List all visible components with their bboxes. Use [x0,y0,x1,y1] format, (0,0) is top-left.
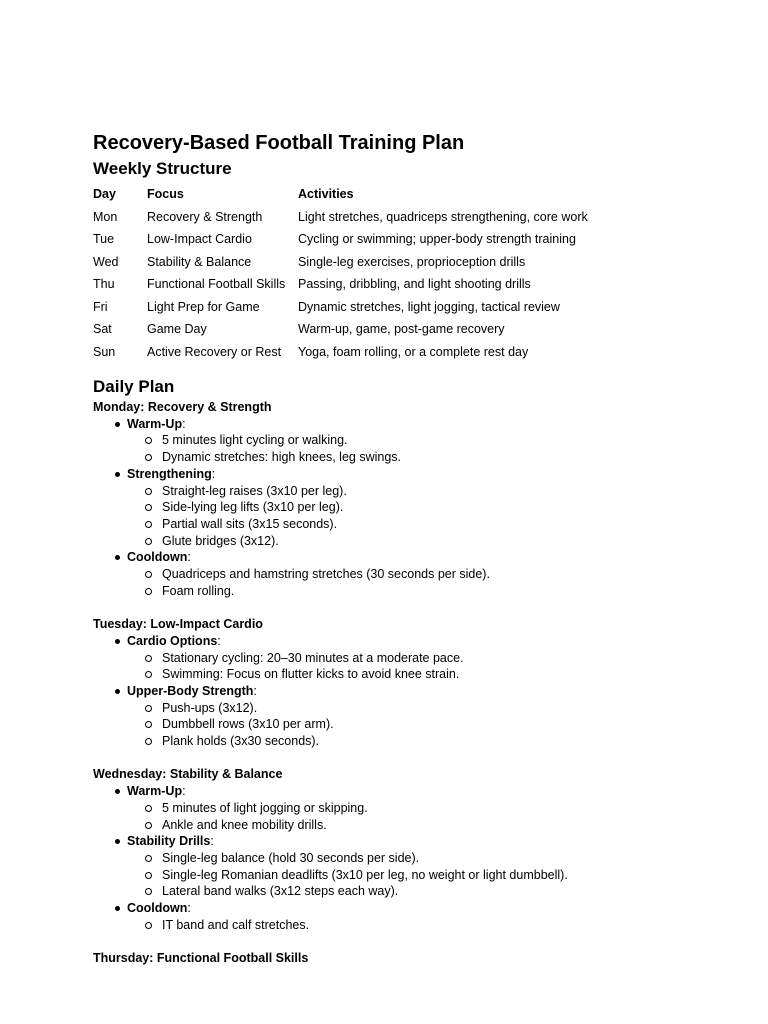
activities-cell: Light stretches, quadriceps strengthening, core work [298,209,588,224]
label-colon: : [211,466,216,481]
table-header-row [93,183,588,206]
section-label: Cardio Options [127,633,218,648]
exercise-list [127,650,733,683]
activities-cell: Passing, dribbling, and light shooting drills [298,277,531,292]
section-item [93,783,733,833]
weekly-table-body [93,206,588,364]
day-cell: Sat [93,322,112,337]
exercise-list [127,700,733,750]
day-block [93,950,733,967]
section-label: Stability Drills [127,834,211,849]
list-item: Single-leg balance (hold 30 seconds per side). [127,850,733,867]
label-colon: : [187,550,191,565]
list-item: Partial wall sits (3x15 seconds). [127,516,733,533]
list-item: Side-lying leg lifts (3x10 per leg). [127,499,733,516]
focus-cell: Stability & Balance [147,254,252,269]
list-item: 5 minutes light cycling or walking. [127,432,733,449]
list-item: 5 minutes of light jogging or skipping. [127,800,733,817]
section-label: Warm-Up [127,784,183,799]
activities-cell: Warm-up, game, post-game recovery [298,322,505,337]
activities-cell: Yoga, foam rolling, or a complete rest day [298,344,529,359]
section-item [93,416,733,466]
section-item [93,833,733,900]
list-item: Stationary cycling: 20–30 minutes at a moderate pace. [127,650,733,667]
focus-cell: Low-Impact Cardio [147,232,252,247]
header-day: Day [93,187,116,202]
section-list [93,783,733,933]
exercise-list [127,850,733,900]
focus-cell: Active Recovery or Rest [147,344,282,359]
table-row [93,296,588,319]
day-title: Thursday: Functional Football Skills [93,951,309,966]
list-item: Dynamic stretches: high knees, leg swings. [127,449,733,466]
table-row [93,341,588,364]
weekly-structure-table [93,183,588,363]
day-cell: Sun [93,344,116,359]
focus-cell: Recovery & Strength [147,209,263,224]
list-item: IT band and calf stretches. [127,917,733,934]
list-item: Straight-leg raises (3x10 per leg). [127,483,733,500]
day-cell: Thu [93,277,115,292]
document-page [93,128,733,984]
label-colon: : [182,784,186,799]
activities-cell: Cycling or swimming; upper-body strength training [298,232,576,247]
list-item: Lateral band walks (3x12 steps each way). [127,883,733,900]
list-item: Ankle and knee mobility drills. [127,817,733,834]
section-item [93,633,733,683]
label-colon: : [217,633,221,648]
day-block [93,766,733,933]
exercise-list [127,483,733,550]
list-item: Foam rolling. [127,583,733,600]
label-colon: : [210,834,214,849]
exercise-list [127,432,733,465]
list-item: Push-ups (3x12). [127,700,733,717]
label-colon: : [182,416,186,431]
section-item [93,549,733,599]
list-item: Plank holds (3x30 seconds). [127,733,733,750]
page-title: Recovery-Based Football Training Plan [93,132,465,154]
day-cell: Tue [93,232,115,247]
section-label: Strengthening [127,466,212,481]
exercise-list [127,566,733,599]
table-row [93,273,588,296]
section-label: Upper-Body Strength [127,683,254,698]
focus-cell: Functional Football Skills [147,277,286,292]
label-colon: : [187,901,191,916]
table-row [93,318,588,341]
list-item: Quadriceps and hamstring stretches (30 seconds per side). [127,566,733,583]
header-focus: Focus [147,187,184,202]
weekly-structure-heading: Weekly Structure [93,159,232,178]
section-item [93,683,733,750]
activities-cell: Dynamic stretches, light jogging, tactical review [298,299,560,314]
label-colon: : [253,683,257,698]
day-title: Monday: Recovery & Strength [93,400,272,414]
table-row [93,251,588,274]
section-item [93,900,733,933]
section-label: Cooldown [127,901,188,916]
list-item: Single-leg Romanian deadlifts (3x10 per leg, no weight or light dumbbell). [127,867,733,884]
section-list [93,416,733,600]
table-row [93,206,588,229]
focus-cell: Light Prep for Game [147,299,260,314]
header-activities: Activities [298,187,354,202]
exercise-list [127,800,733,833]
list-item: Glute bridges (3x12). [127,533,733,550]
day-cell: Mon [93,209,118,224]
daily-plan-heading: Daily Plan [93,377,175,396]
list-item: Dumbbell rows (3x10 per arm). [127,716,733,733]
focus-cell: Game Day [147,322,207,337]
day-cell: Fri [93,299,108,314]
daily-plan [93,399,733,967]
section-list [93,633,733,750]
table-row [93,228,588,251]
section-item [93,466,733,550]
day-title: Tuesday: Low-Impact Cardio [93,617,263,632]
activities-cell: Single-leg exercises, proprioception drills [298,254,526,269]
day-cell: Wed [93,254,119,269]
day-block [93,616,733,750]
day-block [93,399,733,599]
section-label: Warm-Up [127,416,183,431]
day-title: Wednesday: Stability & Balance [93,767,283,782]
section-label: Cooldown [127,550,188,565]
list-item: Swimming: Focus on flutter kicks to avoid knee strain. [127,666,733,683]
exercise-list [127,917,733,934]
